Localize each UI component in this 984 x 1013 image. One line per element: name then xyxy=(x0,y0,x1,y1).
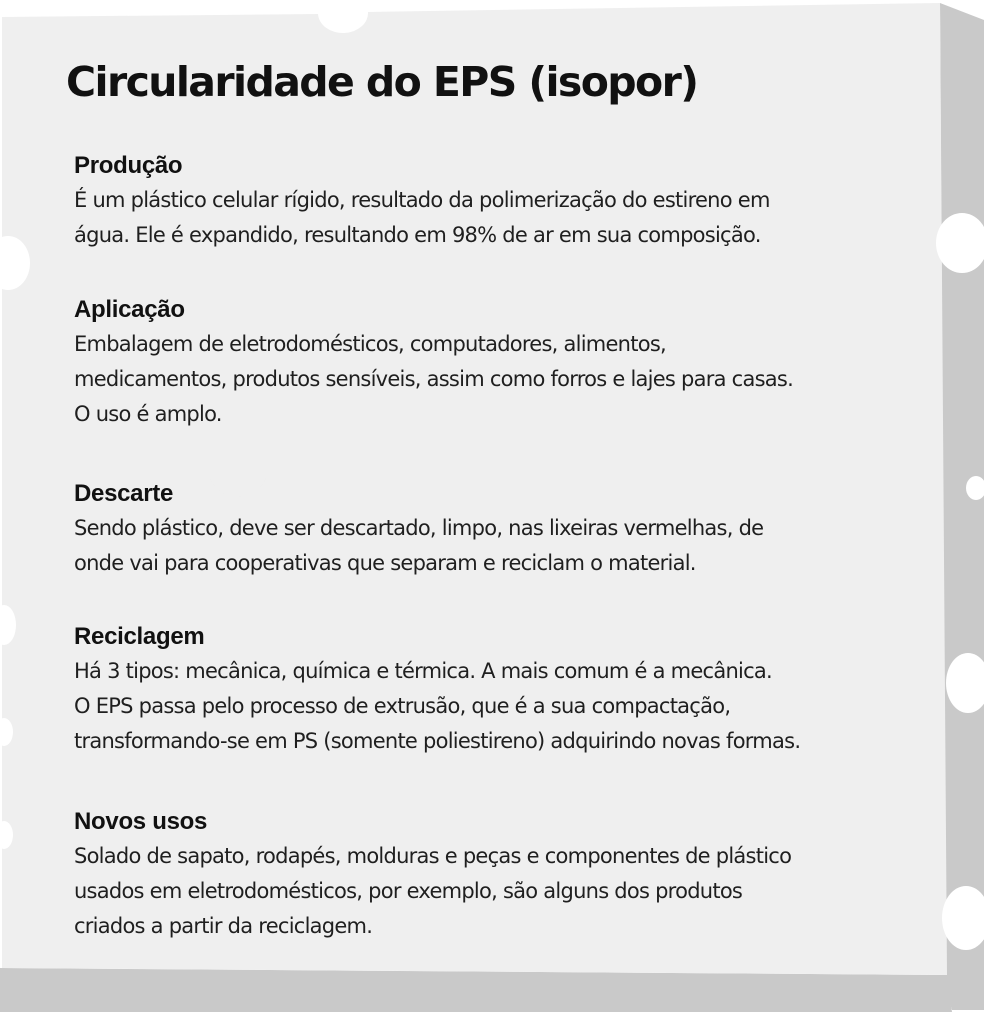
body-line: Sendo plástico, deve ser descartado, limpo, nas lixeiras vermelhas, de xyxy=(74,516,764,540)
section-reciclagem xyxy=(74,621,894,759)
body-line: Embalagem de eletrodomésticos, computadores, alimentos, xyxy=(74,332,666,356)
section-heading: Produção xyxy=(74,152,183,179)
page-title: Circularidade do EPS (isopor) xyxy=(66,58,698,106)
section-body xyxy=(74,511,894,581)
body-line: É um plástico celular rígido, resultado da polimerização do estireno em xyxy=(74,188,770,212)
section-novos-usos xyxy=(74,806,894,944)
section-heading: Reciclagem xyxy=(74,623,205,650)
section-descarte xyxy=(74,478,894,581)
section-body xyxy=(74,839,894,944)
body-line: criados a partir da reciclagem. xyxy=(74,914,373,938)
body-line: transformando-se em PS (somente poliestireno) adquirindo novas formas. xyxy=(74,729,801,753)
section-body xyxy=(74,654,894,759)
body-line: O EPS passa pelo processo de extrusão, que é a sua compactação, xyxy=(74,694,731,718)
section-heading: Novos usos xyxy=(74,808,208,835)
body-line: onde vai para cooperativas que separam e reciclam o material. xyxy=(74,551,696,575)
body-line: água. Ele é expandido, resultando em 98% de ar em sua composição. xyxy=(74,223,761,247)
section-body xyxy=(74,327,894,432)
section-heading: Aplicação xyxy=(74,296,185,323)
body-line: Há 3 tipos: mecânica, química e térmica. A mais comum é a mecânica. xyxy=(74,659,772,683)
body-line: Solado de sapato, rodapés, molduras e peças e componentes de plástico xyxy=(74,844,792,868)
section-heading: Descarte xyxy=(74,480,174,507)
section-aplicacao xyxy=(74,294,894,432)
section-producao xyxy=(74,150,894,253)
body-line: medicamentos, produtos sensíveis, assim como forros e lajes para casas. xyxy=(74,367,793,391)
body-line: usados em eletrodomésticos, por exemplo, são alguns dos produtos xyxy=(74,879,743,903)
body-line: O uso é amplo. xyxy=(74,402,222,426)
section-body xyxy=(74,183,894,253)
